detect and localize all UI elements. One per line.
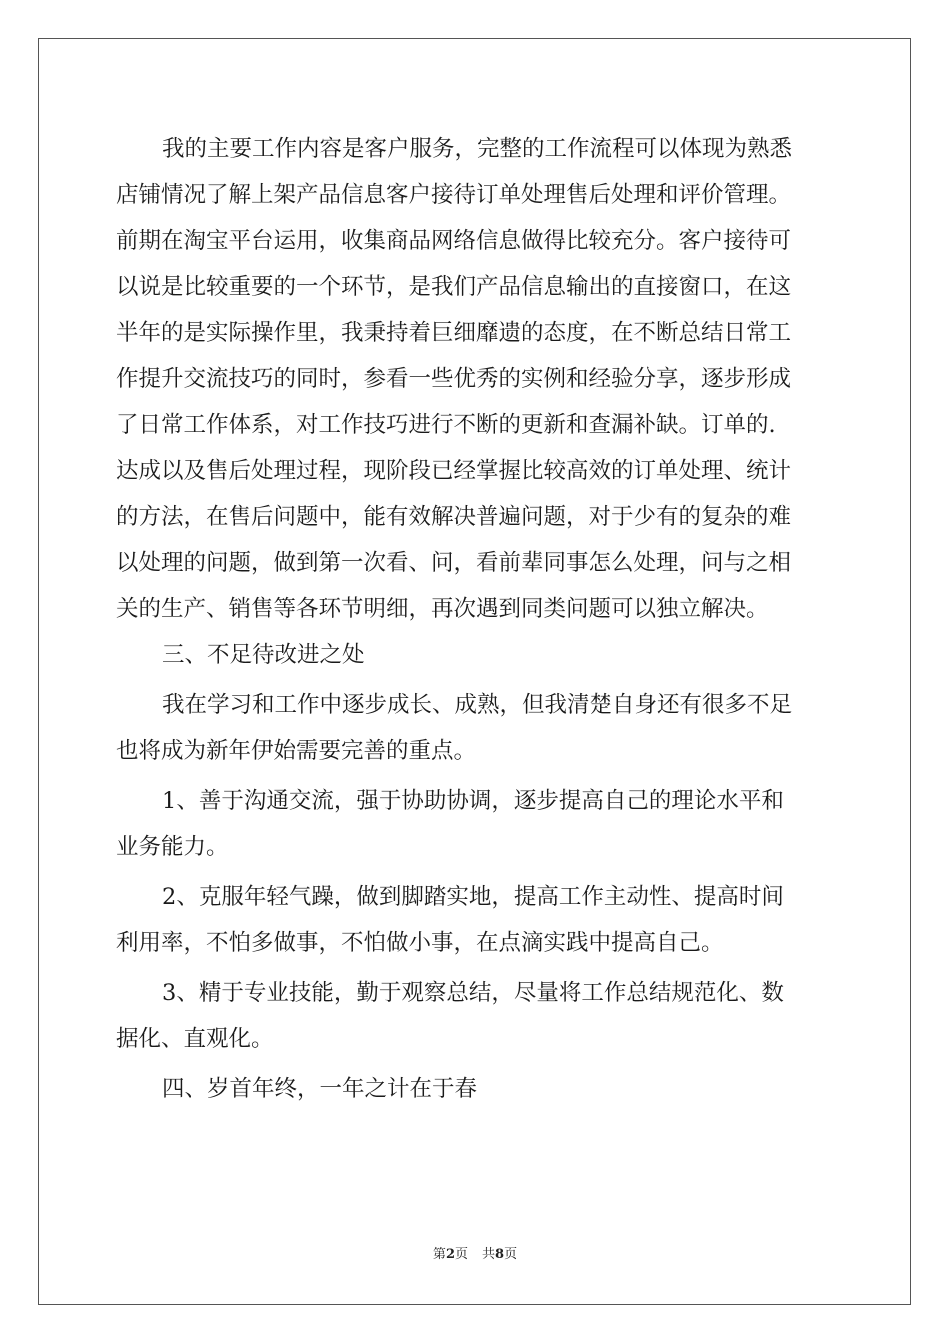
total-suffix: 页 (504, 1247, 518, 1262)
page-footer (0, 1246, 950, 1264)
total-pages: 8 (495, 1247, 505, 1262)
list-item-line: 2、克服年轻气躁，做到脚踏实地，提高工作主动性、提高时间 (162, 884, 784, 910)
list-item-line: 据化、直观化。 (116, 1026, 274, 1052)
page-prefix: 第 (432, 1247, 446, 1262)
page-number: 2 (445, 1247, 455, 1262)
total-prefix: 共 (482, 1247, 496, 1262)
page-suffix: 页 (454, 1247, 468, 1262)
list-item-line: 3、精于专业技能，勤于观察总结，尽量将工作总结规范化、数 (162, 980, 784, 1006)
list-item-line: 1、善于沟通交流，强于协助协调，逐步提高自己的理论水平和 (162, 788, 784, 814)
paragraph-line: 了日常工作体系，对工作技巧进行不断的更新和查漏补缺。订单的. (116, 412, 776, 438)
paragraph-line: 也将成为新年伊始需要完善的重点。 (116, 738, 477, 764)
paragraph-line: 我在学习和工作中逐步成长、成熟，但我清楚自身还有很多不足 (162, 692, 793, 718)
paragraph-line: 我的主要工作内容是客户服务，完整的工作流程可以体现为熟悉 (162, 136, 793, 162)
paragraph-line: 半年的是实际操作里，我秉持着巨细靡遗的态度，在不断总结日常工 (116, 320, 792, 346)
paragraph-line: 以说是比较重要的一个环节，是我们产品信息输出的直接窗口，在这 (116, 274, 792, 300)
section-heading: 四、岁首年终，一年之计在于春 (162, 1076, 478, 1102)
paragraph-line: 作提升交流技巧的同时，参看一些优秀的实例和经验分享，逐步形成 (116, 366, 792, 392)
list-item-line: 利用率，不怕多做事，不怕做小事，在点滴实践中提高自己。 (116, 930, 724, 956)
paragraph-line: 店铺情况了解上架产品信息客户接待订单处理售后处理和评价管理。 (116, 182, 792, 208)
paragraph-line: 关的生产、销售等各环节明细，再次遇到同类问题可以独立解决。 (116, 596, 769, 622)
list-item-line: 业务能力。 (116, 834, 229, 860)
paragraph-line: 的方法，在售后问题中，能有效解决普遍问题，对于少有的复杂的难 (116, 504, 792, 530)
paragraph-line: 以处理的问题，做到第一次看、问，看前辈同事怎么处理，问与之相 (116, 550, 792, 576)
paragraph-line: 前期在淘宝平台运用，收集商品网络信息做得比较充分。客户接待可 (116, 228, 792, 254)
paragraph-line: 达成以及售后处理过程，现阶段已经掌握比较高效的订单处理、统计 (116, 458, 792, 484)
section-heading: 三、不足待改进之处 (162, 642, 365, 668)
